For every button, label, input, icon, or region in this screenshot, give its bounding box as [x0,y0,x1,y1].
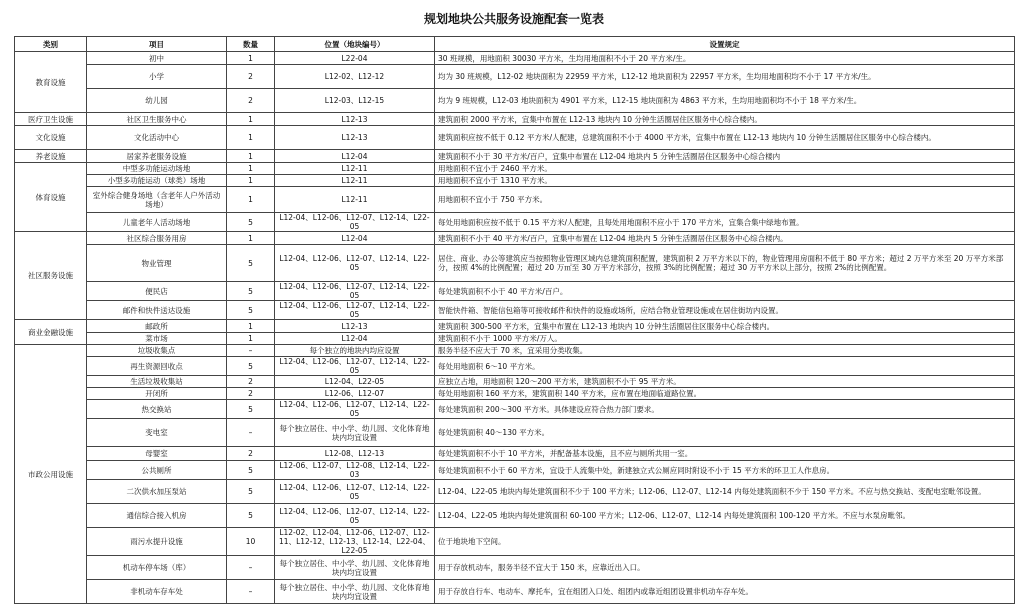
category-cell: 商业金融设施 [15,320,87,345]
location-cell: L12-04、L12-06、L12-07、L12-14、L22-05 [275,480,435,504]
count-cell: 5 [227,461,275,480]
table-row [15,580,1015,604]
location-cell: 每个独立居住、中小学、幼儿园、文化体育地块内均宜设置 [275,556,435,580]
count-cell: 5 [227,504,275,528]
spec-cell: 应独立占地，用地面积 120～200 平方米，建筑面积不小于 95 平方米。 [435,376,1015,388]
item-cell: 初中 [87,52,227,65]
table-row [15,480,1015,504]
table-row [15,528,1015,556]
spec-cell: 位于地块地下空间。 [435,528,1015,556]
item-cell: 热交换站 [87,400,227,419]
item-cell: 小型多功能运动（球类）场地 [87,175,227,187]
item-cell: 居家养老服务设施 [87,150,227,163]
item-cell: 非机动车存车处 [87,580,227,604]
table-row [15,556,1015,580]
count-cell: 1 [227,52,275,65]
location-cell: L12-13 [275,113,435,126]
item-cell: 垃圾收集点 [87,345,227,357]
item-cell: 公共厕所 [87,461,227,480]
table-row [15,282,1015,301]
spec-cell: 每处建筑面积 40～130 平方米。 [435,419,1015,447]
item-cell: 变电室 [87,419,227,447]
location-cell: L12-04、L22-05 [275,376,435,388]
table-row [15,301,1015,320]
spec-cell: L12-04、L22-05 地块内每处建筑面积不少于 100 平方米；L12-06、L12-07、L12-14 内每处建筑面积不少于 150 平方米。不应与热交换站、变配电室毗邻设置。 [435,480,1015,504]
item-cell: 二次供水加压泵站 [87,480,227,504]
location-cell: L22-04 [275,52,435,65]
item-cell: 社区综合服务用房 [87,232,227,245]
header-spec: 设置规定 [435,37,1015,52]
item-cell: 物业管理 [87,245,227,282]
item-cell: 母婴室 [87,447,227,461]
header-count: 数量 [227,37,275,52]
count-cell: 2 [227,376,275,388]
count-cell: 1 [227,320,275,333]
spec-cell: 建筑面积不小于 30 平方米/百户，宜集中布置在 L12-04 地块内 5 分钟生活圈居住区服务中心综合楼内 [435,150,1015,163]
spec-cell: 服务半径不应大于 70 米，宜采用分类收集。 [435,345,1015,357]
category-cell: 市政公用设施 [15,345,87,604]
location-cell: L12-11 [275,175,435,187]
location-cell: 每个独立居住、中小学、幼儿园、文化体育地块内均宜设置 [275,580,435,604]
item-cell: 邮件和快件送达设施 [87,301,227,320]
spec-cell: 建筑面积 2000 平方米，宜集中布置在 L12-13 地块内 10 分钟生活圈居住区服务中心综合楼内。 [435,113,1015,126]
location-cell: L12-04、L12-06、L12-07、L12-14、L22-05 [275,213,435,232]
item-cell: 生活垃圾收集站 [87,376,227,388]
table-row [15,333,1015,345]
location-cell: L12-04、L12-06、L12-07、L12-14、L22-05 [275,504,435,528]
spec-cell: 每处建筑面积不小于 40 平方米/百户。 [435,282,1015,301]
spec-cell: 均为 30 班规模，L12-02 地块面积为 22959 平方米，L12-12 地块面积为 22957 平方米，生均用地面积均不小于 17 平方米/生。 [435,65,1015,89]
table-row [15,345,1015,357]
item-cell: 菜市场 [87,333,227,345]
table-row [15,447,1015,461]
spec-cell: 用地面积不宜小于 1310 平方米。 [435,175,1015,187]
table-row [15,163,1015,175]
table-row [15,388,1015,400]
table-row [15,213,1015,232]
count-cell: 5 [227,400,275,419]
table-row [15,376,1015,388]
category-cell: 养老设施 [15,150,87,163]
table-row [15,113,1015,126]
facilities-table [14,36,1015,604]
location-cell: L12-03、L12-15 [275,89,435,113]
location-cell: L12-08、L12-13 [275,447,435,461]
item-cell: 小学 [87,65,227,89]
location-cell: L12-06、L12-07、L12-08、L12-14、L22-03 [275,461,435,480]
table-row [15,504,1015,528]
location-cell: L12-06、L12-07 [275,388,435,400]
spec-cell: 用地面积不宜小于 2460 平方米。 [435,163,1015,175]
count-cell: 1 [227,175,275,187]
count-cell: – [227,345,275,357]
location-cell: L12-04 [275,232,435,245]
spec-cell: 每处建筑面积不小于 10 平方米，并配备基本设施，且不应与厕所共用一室。 [435,447,1015,461]
item-cell: 开闭所 [87,388,227,400]
table-row [15,232,1015,245]
category-cell: 医疗卫生设施 [15,113,87,126]
spec-cell: 建筑面积应按不低于 0.12 平方米/人配建，总建筑面积不小于 4000 平方米，宜集中布置在 L12-13 地块内 10 分钟生活圈居住区服务中心综合楼内。 [435,126,1015,150]
table-row [15,461,1015,480]
header-location: 位置（地块编号） [275,37,435,52]
location-cell: L12-02、L12-12 [275,65,435,89]
spec-cell: 每处用地面积应按不低于 0.15 平方米/人配建，且每处用地面积不应小于 170 平方米，宜集合集中绿地布置。 [435,213,1015,232]
table-row [15,150,1015,163]
item-cell: 通信综合接入机房 [87,504,227,528]
count-cell: – [227,580,275,604]
table-row [15,65,1015,89]
table-body [15,52,1015,604]
category-cell: 教育设施 [15,52,87,113]
count-cell: – [227,419,275,447]
count-cell: 2 [227,388,275,400]
item-cell: 机动车停车场（库） [87,556,227,580]
table-title: 规划地块公共服务设施配套一览表 [423,12,604,26]
count-cell: 5 [227,357,275,376]
count-cell: 5 [227,213,275,232]
table-row [15,187,1015,213]
location-cell: L12-04、L12-06、L12-07、L12-14、L22-05 [275,357,435,376]
item-cell: 幼儿园 [87,89,227,113]
item-cell: 便民店 [87,282,227,301]
count-cell: 1 [227,113,275,126]
location-cell: L12-13 [275,126,435,150]
count-cell: 5 [227,480,275,504]
item-cell: 室外综合健身场地（含老年人户外活动场地） [87,187,227,213]
location-cell: L12-04、L12-06、L12-07、L12-14、L22-05 [275,245,435,282]
spec-cell: 居住、商业、办公等建筑应当按照物业管理区域内总建筑面积配置，建筑面积 2 万平方米以下的，物业管理用房面积不低于 80 平方米；超过 2 万平方米至 20 万平方米部分，按照 4%的比例配置；超过 20 万㎡至 30 万平方米部分，按照 3%的比例配置；超过 30 万平方米以上部分，按照 2%的比例配置。 [435,245,1015,282]
spec-cell: 用地面积不宜小于 750 平方米。 [435,187,1015,213]
location-cell: L12-02、L12-04、L12-06、L12-07、L12-11、L12-12、L12-13、L12-14、L22-04、L22-05 [275,528,435,556]
table-row [15,126,1015,150]
location-cell: 每个独立的地块内均应设置 [275,345,435,357]
spec-cell: 均为 9 班规模，L12-03 地块面积为 4901 平方米，L12-15 地块面积为 4863 平方米，生均用地面积均不小于 18 平方米/生。 [435,89,1015,113]
count-cell: 5 [227,282,275,301]
count-cell: 1 [227,232,275,245]
item-cell: 中型多功能运动场地 [87,163,227,175]
table-row [15,320,1015,333]
table-row [15,400,1015,419]
spec-cell: 用于存放自行车、电动车、摩托车，宜在组团入口处、组团内或靠近组团设置非机动车存车处。 [435,580,1015,604]
location-cell: L12-04、L12-06、L12-07、L12-14、L22-05 [275,282,435,301]
item-cell: 社区卫生服务中心 [87,113,227,126]
location-cell: L12-04、L12-06、L12-07、L12-14、L22-05 [275,400,435,419]
table-row [15,419,1015,447]
location-cell: L12-11 [275,187,435,213]
spec-cell: 建筑面积不小于 40 平方米/百户，宜集中布置在 L12-04 地块内 5 分钟生活圈居住区服务中心综合楼内。 [435,232,1015,245]
table-row [15,89,1015,113]
count-cell: 1 [227,333,275,345]
spec-cell: 每处建筑面积不小于 60 平方米，宜设于人流集中处，新建独立式公厕应同时附设不小于 15 平方米的环卫工人作息房。 [435,461,1015,480]
header-category: 类别 [15,37,87,52]
category-cell: 社区服务设施 [15,232,87,320]
table-row [15,52,1015,65]
table-row [15,357,1015,376]
location-cell: 每个独立居住、中小学、幼儿园、文化体育地块内均宜设置 [275,419,435,447]
location-cell: L12-04、L12-06、L12-07、L12-14、L22-05 [275,301,435,320]
spec-cell: 每处用地面积 160 平方米，建筑面积 140 平方米，应布置在地面临道路位置。 [435,388,1015,400]
spec-cell: 智能快件箱、智能信包箱等可接收邮件和快件的设施或场所，应结合物业管理设施或在居住街坊内设置。 [435,301,1015,320]
spec-cell: 建筑面积不小于 1000 平方米/万人。 [435,333,1015,345]
table-row [15,175,1015,187]
item-cell: 儿童老年人活动场地 [87,213,227,232]
count-cell: 2 [227,89,275,113]
spec-cell: 建筑面积 300-500 平方米，宜集中布置在 L12-13 地块内 10 分钟生活圈居住区服务中心综合楼内。 [435,320,1015,333]
count-cell: 1 [227,163,275,175]
spec-cell: 每处用地面积 6～10 平方米。 [435,357,1015,376]
table-row [15,245,1015,282]
count-cell: 2 [227,447,275,461]
item-cell: 雨污水提升设施 [87,528,227,556]
spec-cell: 用于存放机动车，服务半径不宜大于 150 米，应靠近出入口。 [435,556,1015,580]
spec-cell: 30 班规模，用地面积 30030 平方米，生均用地面积不小于 20 平方米/生。 [435,52,1015,65]
count-cell: – [227,556,275,580]
count-cell: 1 [227,187,275,213]
item-cell: 邮政所 [87,320,227,333]
count-cell: 1 [227,126,275,150]
category-cell: 体育设施 [15,163,87,232]
count-cell: 1 [227,150,275,163]
count-cell: 10 [227,528,275,556]
category-cell: 文化设施 [15,126,87,150]
item-cell: 文化活动中心 [87,126,227,150]
header-row [15,37,1015,52]
location-cell: L12-04 [275,150,435,163]
count-cell: 5 [227,301,275,320]
location-cell: L12-11 [275,163,435,175]
location-cell: L12-04 [275,333,435,345]
count-cell: 2 [227,65,275,89]
item-cell: 再生资源回收点 [87,357,227,376]
location-cell: L12-13 [275,320,435,333]
count-cell: 5 [227,245,275,282]
header-item: 项目 [87,37,227,52]
spec-cell: L12-04、L22-05 地块内每处建筑面积 60-100 平方米；L12-06、L12-07、L12-14 内每处建筑面积 100-120 平方米。不应与水泵房毗邻。 [435,504,1015,528]
spec-cell: 每处建筑面积 200～300 平方米。具体建设应符合热力部门要求。 [435,400,1015,419]
